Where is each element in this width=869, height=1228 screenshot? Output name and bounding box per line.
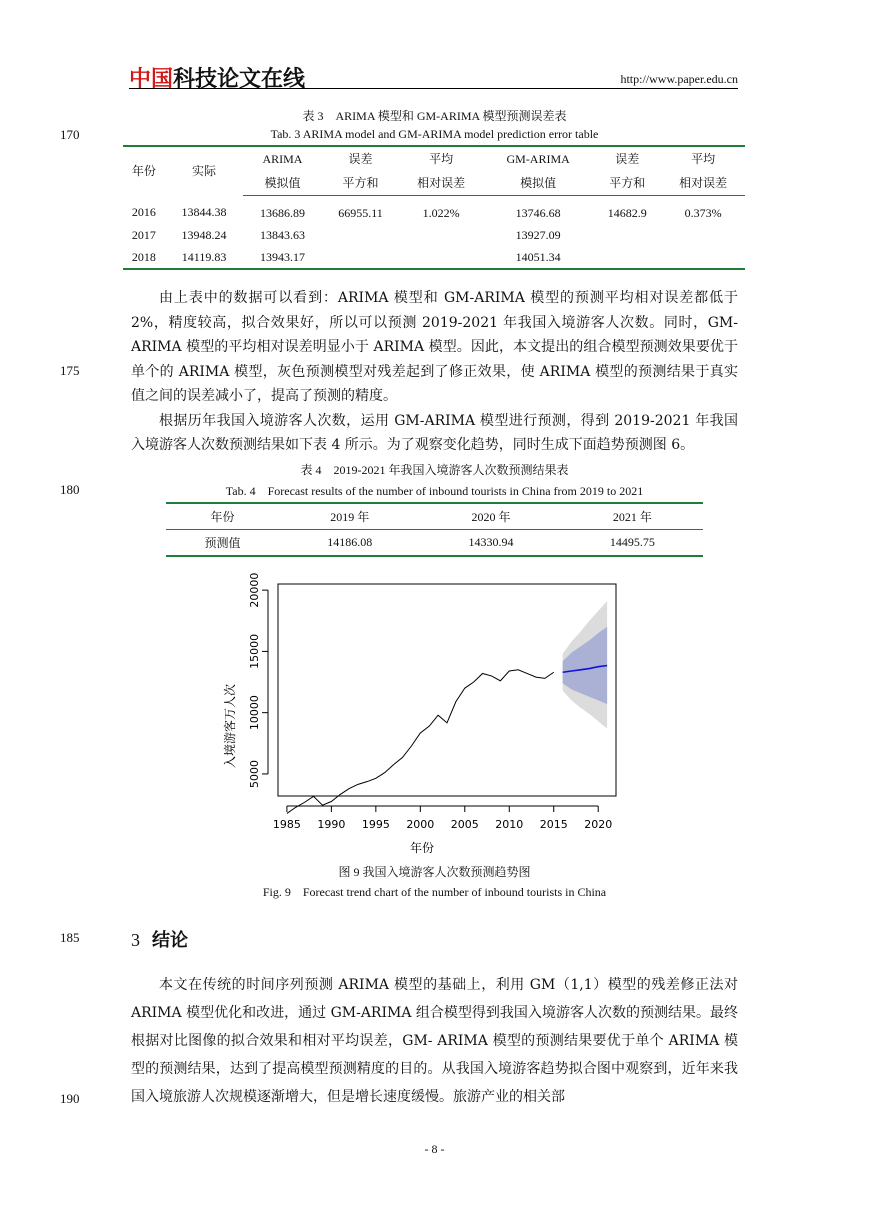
table-cell: 13844.38: [181, 205, 227, 220]
table4: [166, 502, 703, 557]
table3-header: 误差: [615, 152, 640, 166]
table3-header: ARIMA: [262, 152, 303, 166]
journal-logo: 中国科技论文在线: [129, 67, 306, 92]
table-cell: 0.373%: [684, 205, 722, 220]
table3-caption-cn: 表 3 ARIMA 模型和 GM-ARIMA 模型预测误差表: [302, 109, 567, 123]
line-number: 180: [60, 482, 80, 497]
line-number: 175: [60, 363, 80, 378]
table-cell: 14051.34: [515, 249, 561, 264]
line-number: 185: [60, 930, 80, 945]
y-tick-label: 5000: [248, 759, 261, 788]
table3-header: GM-ARIMA: [506, 152, 570, 166]
table-cell: 14186.08: [327, 535, 373, 549]
table-cell: [399, 224, 483, 246]
x-tick-label: 2015: [539, 818, 568, 831]
table-row: [123, 246, 745, 269]
table4-caption-en: Tab. 4 Forecast results of the number of inbound tourists in China from 2019 to 2021: [225, 484, 644, 498]
table3-header: 平方和: [322, 171, 400, 196]
y-tick-label: 20000: [248, 572, 261, 608]
table-cell: [322, 224, 400, 246]
table-cell: [661, 224, 745, 246]
x-tick-label: 2005: [450, 818, 479, 831]
table4-header: 2020 年: [420, 503, 561, 530]
table4-header: 年份: [166, 503, 279, 530]
forecast-trend-chart: [210, 568, 630, 858]
table-cell: 13686.89: [259, 205, 305, 220]
page-number: - 8 -: [424, 1142, 445, 1156]
table-cell: 13746.68: [515, 205, 561, 220]
table-cell: 13927.09: [515, 227, 561, 242]
table-cell: [399, 246, 483, 269]
table3: [123, 145, 745, 270]
table-cell: [593, 224, 661, 246]
y-tick-label: 10000: [248, 695, 261, 731]
x-tick-label: 2010: [495, 818, 524, 831]
line-number: 190: [60, 1091, 80, 1106]
x-tick-label: 2020: [584, 818, 613, 831]
table-cell: [661, 246, 745, 269]
table3-caption-en: Tab. 3 ARIMA model and GM-ARIMA model prediction error table: [270, 127, 599, 141]
table-cell: 13843.63: [259, 227, 305, 242]
header-rule: [129, 88, 738, 89]
table-cell: 2016: [131, 205, 156, 220]
table-cell: 13948.24: [181, 227, 227, 242]
figure-caption-cn: 图 9 我国入境游客人次数预测趋势图: [338, 865, 531, 879]
table-cell: [593, 246, 661, 269]
table3-header: 平均: [691, 152, 716, 166]
table-row: [123, 224, 745, 246]
x-tick-label: 1995: [361, 818, 390, 831]
table-cell: 2018: [131, 249, 156, 264]
table3-header: 相对误差: [661, 171, 745, 196]
y-tick-label: 15000: [248, 633, 261, 669]
x-tick-label: 1985: [272, 818, 301, 831]
paragraph: 根据历年我国入境游客人次数，运用 GM-ARIMA 模型进行预测，得到 2019-2021 年我国入境游客人次数预测结果如下表 4 所示。为了观察变化趋势，同时生成下面趋势预测图 6。: [131, 412, 738, 453]
table-cell: 13943.17: [259, 249, 305, 264]
section-number: 3: [131, 930, 140, 950]
table-cell: 66955.11: [338, 205, 383, 220]
line-number: 170: [60, 127, 80, 142]
x-tick-label: 2000: [406, 818, 435, 831]
table-cell: 14682.9: [607, 205, 647, 220]
table3-header: 模拟值: [243, 171, 321, 196]
table-cell: 预测值: [204, 536, 241, 550]
table-cell: [322, 246, 400, 269]
table4-header: 2021 年: [562, 503, 703, 530]
table4-header: 2019 年: [279, 503, 420, 530]
table4-caption-cn: 表 4 2019-2021 年我国入境游客人次数预测结果表: [300, 463, 569, 477]
table3-header: 模拟值: [483, 171, 593, 196]
table-row: [166, 530, 703, 557]
table3-header: 相对误差: [399, 171, 483, 196]
table3-header: 平方和: [593, 171, 661, 196]
table-row: [123, 196, 745, 225]
paragraph: 由上表中的数据可以看到：ARIMA 模型和 GM-ARIMA 模型的预测平均相对误差都低于 2%，精度较高，拟合效果好，所以可以预测 2019-2021 年我国入境游客人次数。同时，GM-ARIMA 模型的平均相对误差明显小于 ARIMA 模型。因此，本文提出的组合模型预测效果要优于单个的 ARIMA 模型，灰色预测模型对残差起到了修正效果，使 ARIMA 模型的预测结果于真实值之间的误差减小了，提高了预测的精度。: [131, 290, 738, 404]
header-url[interactable]: http://www.paper.edu.cn: [620, 72, 738, 86]
body-text-1: [131, 286, 738, 458]
figure-caption-en: Fig. 9 Forecast trend chart of the number of inbound tourists in China: [262, 885, 607, 899]
table3-header: 误差: [348, 152, 373, 166]
y-axis-label: 入境游客万人次: [223, 683, 237, 769]
series-line: [287, 670, 554, 814]
table-cell: 14119.83: [181, 249, 227, 264]
x-tick-label: 1990: [317, 818, 346, 831]
section-title: 结论: [152, 930, 188, 951]
table3-header: 平均: [429, 152, 454, 166]
table-cell: 14330.94: [468, 535, 514, 549]
table3-header: 实际: [192, 164, 217, 179]
section-heading: [131, 926, 188, 952]
body-text-2: [131, 971, 738, 1111]
table-cell: 2017: [131, 227, 156, 242]
table-cell: 14495.75: [609, 535, 655, 549]
paragraph: 本文在传统的时间序列预测 ARIMA 模型的基础上，利用 GM（1,1）模型的残差修正法对 ARIMA 模型优化和改进，通过 GM-ARIMA 组合模型得到我国入境游客人次数的预测结果。最终根据对比图像的拟合效果和相对平均误差，GM- ARIMA 模型的预测结果要优于单个 ARIMA 模型的预测结果，达到了提高模型预测精度的目的。从我国入境游客趋势拟合图中观察到，近年来我国入境旅游人次规模逐渐增大，但是增长速度缓慢。旅游产业的相关部: [131, 977, 738, 1105]
table3-header: 年份: [131, 164, 156, 179]
table-cell: 1.022%: [422, 205, 460, 220]
x-axis-label: 年份: [409, 841, 435, 855]
